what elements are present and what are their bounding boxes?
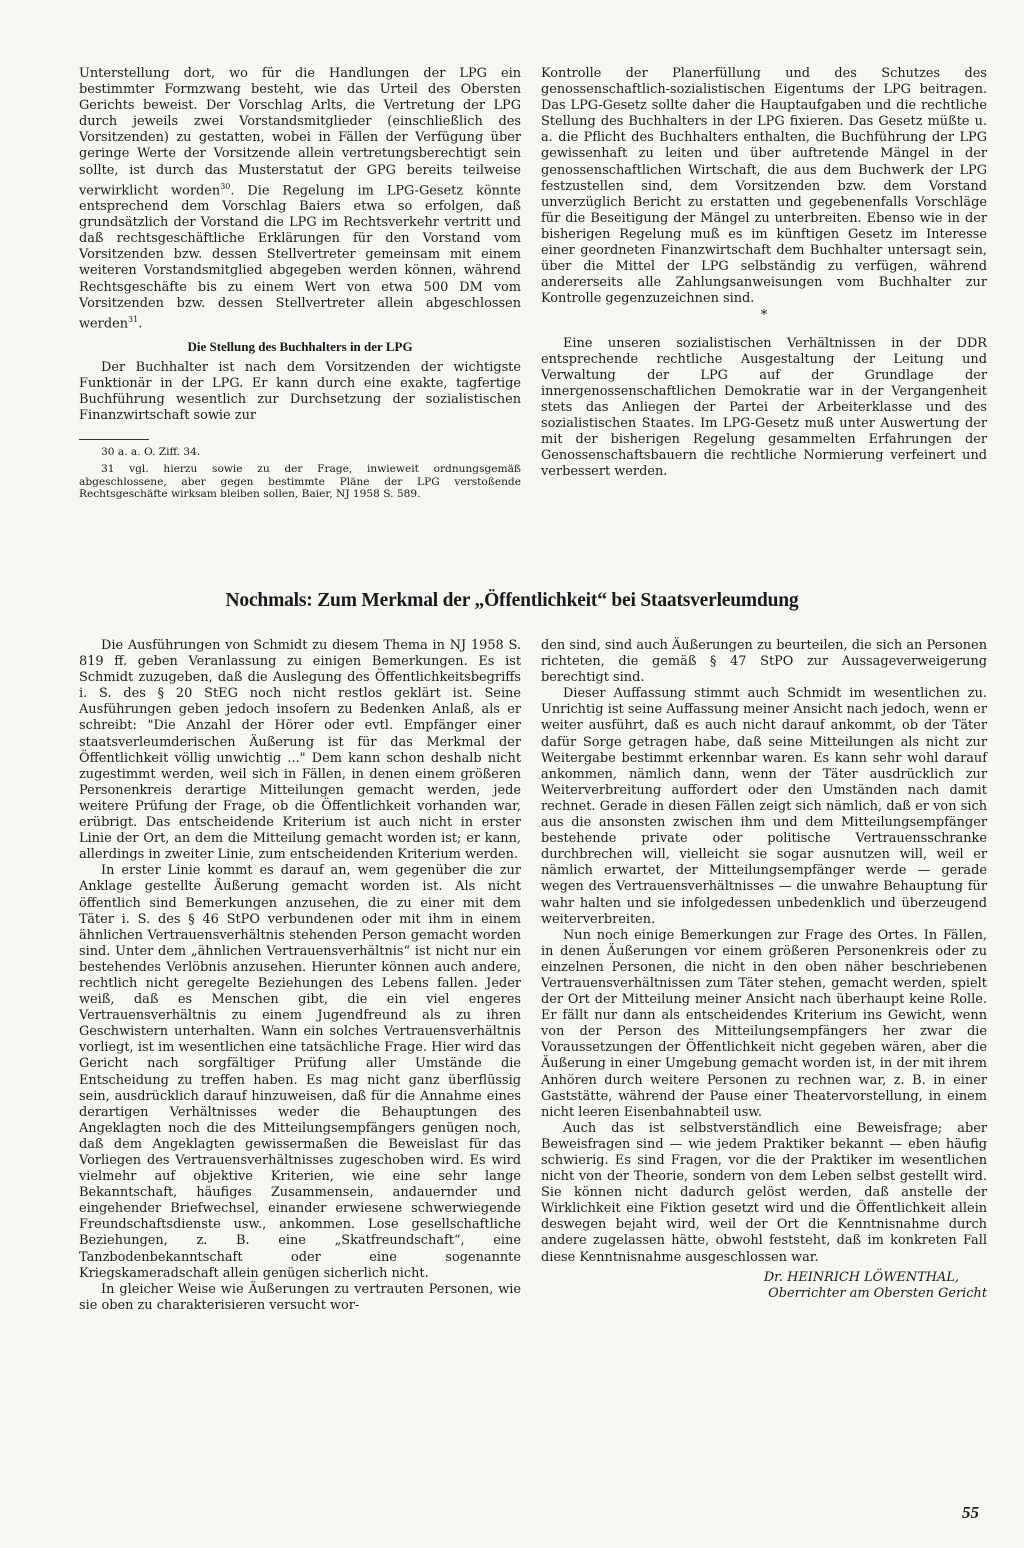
article-right-column xyxy=(541,638,987,1302)
paragraph: Eine unseren sozialistischen Verhältnissen in der DDR entsprechende rechtliche Ausgestaltung der Leitung und Verwaltung der LPG auf der Grundlage der innergenossenschaftlichen Demokratie war in der Vergangenheit stets das Anliegen der Partei der Arbeiterklasse und des sozialistischen Staates. Im LPG-Gesetz muß unter Auswertung der mit der bisherigen Regelung gesammelten Erfahrungen der Genossenschaftsbauern die rechtliche Normierung verfeinert und verbessert werden. xyxy=(541,335,987,480)
paragraph: In gleicher Weise wie Äußerungen zu vertrauten Personen, wie sie oben zu charakterisieren versucht wor- xyxy=(79,1281,521,1313)
author-name: Dr. HEINRICH LÖWENTHAL, xyxy=(763,1269,959,1285)
footnote-31: 31 vgl. hierzu sowie zu der Frage, inwieweit ordnungsgemäß abgeschlossene, aber gegen bestimmte Pläne der LPG verstoßende Rechtsgeschäfte wirksam bleiben sollen, Baier, NJ 1958 S. 589. xyxy=(79,463,521,501)
page-number: 55 xyxy=(962,1503,979,1522)
paragraph: Auch das ist selbstverständlich eine Beweisfrage; aber Beweisfragen sind — wie jedem Praktiker bekannt — eben häufig schwierig. Es sind Fragen, vor die der Praktiker im wesentlichen nicht von der Theorie, sondern von dem Leben selbst gestellt wird. Sie können nicht dadurch gelöst werden, daß anstelle der Wirklichkeit eine Fiktion gesetzt wird und die Öffentlichkeit allein deswegen bejaht wird, weil der Ort die Kenntnisnahme durch andere zugelassen hätte, obwohl feststeht, daß im konkreten Fall diese Kenntnisnahme ausgeschlossen war. xyxy=(541,1120,987,1265)
footnote-rule xyxy=(79,439,149,440)
paragraph: Der Buchhalter ist nach dem Vorsitzenden der wichtigste Funktionär in der LPG. Er kann durch eine exakte, tagfertige Buchführung wesentlich zur Durchsetzung der sozialistischen Finanzwirtschaft sowie zur xyxy=(79,360,521,424)
footnote-ref: 30 xyxy=(220,181,231,191)
paragraph: Kontrolle der Planerfüllung und des Schutzes des genossenschaftlich-sozialistischen Eigentums der LPG beitragen. Das LPG-Gesetz sollte daher die Hauptaufgaben und die rechtliche Stellung des Buchhalters in der LPG fixieren. Das Gesetz müßte u. a. die Pflicht des Buchhalters enthalten, die Buchführung der LPG gewissenhaft zu leiten und über auftretende Mängel in der genossenschaftlichen Wirtschaft, die aus dem Buchwerk der LPG festzustellen sind, dem Vorsitzenden bzw. dem Vorstand unverzüglich Bericht zu erstatten und gegebenenfalls Vorschläge für die Beseitigung der Mängel zu unterbreiten. Ebenso wie in der bisherigen Regelung muß es im künftigen Gesetz im Interesse einer geordneten Finanzwirtschaft dem Buchhalter untersagt sein, über die Mittel der LPG selbständig zu verfügen, während andererseits alle Zahlungsanweisungen vom Buchhalter zur Kontrolle gegenzuzeichnen sind. xyxy=(541,66,987,307)
article-title: Nochmals: Zum Merkmal der „Öffentlichkeit“ bei Staatsverleumdung xyxy=(225,590,799,611)
footnote-30: 30 a. a. O. Ziff. 34. xyxy=(101,445,201,458)
paragraph: Dieser Auffassung stimmt auch Schmidt im wesentlichen zu. Unrichtig ist seine Auffassung meiner Ansicht nach jedoch, wenn er weiter ausführt, daß es auch nicht darauf ankommt, ob der Täter dafür Sorge getragen habe, daß seine Mitteilungen als nicht zur Weitergabe bestimmt erkennbar waren. Es kann sehr wohl darauf ankommen, nämlich dann, wenn der Täter ausdrücklich zur Weiterverbreitung auffordert oder den Umständen nach damit rechnet. Gerade in diesen Fällen zeigt sich nämlich, daß er von sich aus die ansonsten zwischen ihm und dem Mitteilungsempfänger bestehende private oder politische Vertrauensschranke durchbrechen will, vielleicht sie sogar ausnutzen will, weil er nämlich erwartet, der Mitteilungsempfänger werde — gerade wegen des Vertrauensverhältnisses — die unwahre Behauptung für wahr halten und sie infolgedessen unbedenklich und überzeugend weiterverbreiten. xyxy=(541,686,987,927)
paragraph: Die Ausführungen von Schmidt zu diesem Thema in NJ 1958 S. 819 ff. geben Veranlassung zu einigen Bemerkungen. Es ist Schmidt zuzugeben, daß die Auslegung des Öffentlichkeitsbegriffs i. S. des § 20 StEG noch nicht restlos geklärt ist. Seine Ausführungen geben jedoch insofern zu Bedenken Anlaß, als er schreibt: "Die Anzahl der Hörer oder evtl. Empfänger einer staatsverleumderischen Äußerung ist für das Merkmal der Öffentlichkeit völlig unwichtig ..." Dem kann schon deshalb nicht zugestimmt werden, weil sich in Fällen, in denen einem größeren Personenkreis derartige Mitteilungen gemacht werden, jede weitere Prüfung der Frage, ob die Öffentlichkeit vorhanden war, erübrigt. Das entscheidende Kriterium ist auch nicht in erster Linie der Ort, an dem die Mitteilung gemacht worden ist; er kann, allerdings in zweiter Linie, zum entscheidenden Kriterium werden. xyxy=(79,638,521,863)
section-heading: Die Stellung des Buchhalters in der LPG xyxy=(187,339,413,355)
article-left-column xyxy=(79,638,521,1314)
author-title: Oberrichter am Obersten Gericht xyxy=(768,1285,987,1301)
footnote-ref: 31 xyxy=(128,314,139,324)
top-left-column xyxy=(79,66,521,501)
top-right-column xyxy=(541,66,987,480)
paragraph: Nun noch einige Bemerkungen zur Frage des Ortes. In Fällen, in denen Äußerungen vor einem größeren Personenkreis oder zu einzelnen Personen, die nicht in den oben näher beschriebenen Vertrauensverhältnissen zum Täter stehen, gemacht werden, spielt der Ort der Mitteilung meiner Ansicht nach überhaupt keine Rolle. Er fällt nur dann als entscheidendes Kriterium ins Gewicht, wenn von der Person des Mitteilungsempfängers her zwar die Voraussetzungen der Öffentlichkeit nicht gegeben wären, aber die Äußerung in einer Umgebung gemacht worden ist, in der mit ihrem Anhören durch weitere Personen zu rechnen war, z. B. in einer Gaststätte, während der Pause einer Theatervorstellung, in einem nicht leeren Eisenbahnabteil usw. xyxy=(541,927,987,1120)
paragraph: den sind, sind auch Äußerungen zu beurteilen, die sich an Personen richteten, die gemäß § 47 StPO zur Aussageverweigerung berechtigt sind. xyxy=(541,638,987,686)
paragraph: Unterstellung dort, wo für die Handlungen der LPG ein bestimmter Formzwang besteht, wie das Urteil des Obersten Gerichts beweist. Der Vorschlag Arlts, die Vertretung der LPG durch jeweils zwei Vorstandsmitglieder (einschließlich des Vorsitzenden) zu gestatten, wobei in Fällen der Verfügung über geringe Werte der Vorsitzende allein vertretungsberechtigt sein sollte, ist durch das Musterstatut der GPG bereits teilweise verwirklicht worden$^{30}$. Die Regelung im LPG-Gesetz könnte entsprechend dem Vorschlag Baiers etwa so erfolgen, daß grundsätzlich der Vorstand die LPG im Rechtsverkehr vertritt und daß rechtsgeschäftliche Erklärungen für den Vorstand vom Vorsitzenden bzw. dessen Stellvertreter gemeinsam mit einem weiteren Vorstandsmitglied abgegeben werden können, während Rechtsgeschäfte bis zu einem Wert von etwa 500 DM vom Vorsitzenden bzw. dessen Stellvertreter allein abgeschlossen werden$^{31}$. xyxy=(79,66,521,331)
section-separator: * xyxy=(760,308,768,324)
paragraph: In erster Linie kommt es darauf an, wem gegenüber die zur Anklage gestellte Äußerung gemacht worden ist. Als nicht öffentlich sind Bemerkungen anzusehen, die zu einer mit dem Täter i. S. des § 46 StPO verbundenen oder mit ihm in einem ähnlichen Vertrauensverhältnis stehenden Person gemacht worden sind. Unter dem „ähnlichen Vertrauensverhältnis“ ist nicht nur ein bestehendes Verlöbnis anzusehen. Hierunter können auch andere, rechtlich nicht geregelte Beziehungen des Lebens fallen. Jeder weiß, daß es Menschen gibt, die ein viel engeres Vertrauensverhältnis zu einem Jugendfreund als zu ihren Geschwistern unterhalten. Wann ein solches Vertrauensverhältnis vorliegt, ist im wesentlichen eine tatsächliche Frage. Hier wird das Gericht nach sorgfältiger Prüfung aller Umstände die Entscheidung zu treffen haben. Es mag nicht ganz überflüssig sein, ausdrücklich darauf hinzuweisen, daß für die Annahme eines derartigen Verhältnisses weder die Behauptungen des Angeklagten noch die des Mitteilungsempfängers genügen noch, daß dem Angeklagten gewissermaßen die Beweislast für das Vorliegen des Vertrauensverhältnisses zugeschoben wird. Es wird vielmehr auf objektive Kriterien, wie eine sehr lange Bekanntschaft, häufiges Zusammensein, andauernder und eingehender Briefwechsel, einander erwiesene schwerwiegende Freundschaftsdienste usw., ankommen. Lose gesellschaftliche Beziehungen, z. B. eine „Skatfreundschaft“, eine Tanzbodenbekanntschaft oder eine sogenannte Kriegskameradschaft allein genügen sicherlich nicht. xyxy=(79,863,521,1281)
